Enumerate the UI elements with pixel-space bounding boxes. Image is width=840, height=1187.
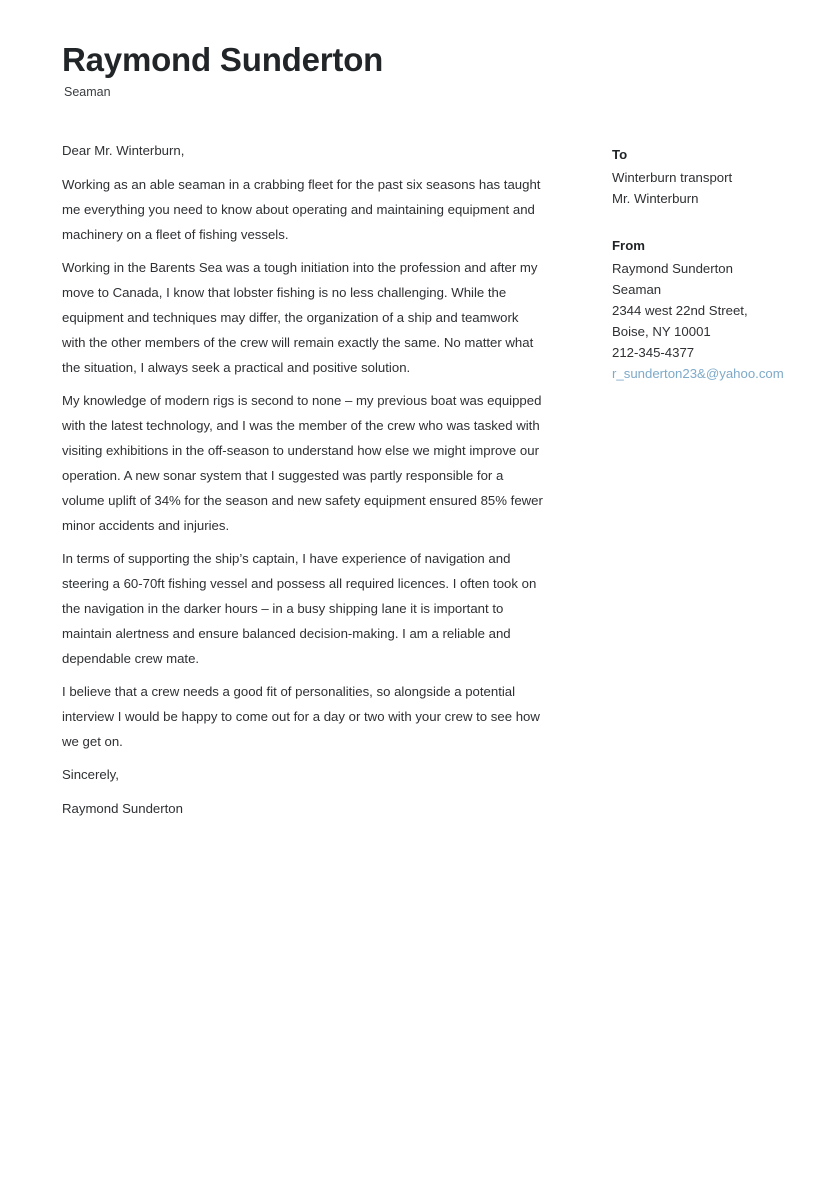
letter-closing: Sincerely,: [62, 767, 119, 782]
letter-paragraph: Working in the Barents Sea was a tough initiation into the profession and after my move to Canada, I know that lobster fishing is no less challenging. While the equipment and techniques may differ, the organization of a ship and teamwork with the other members of the crew will remain exactly the same. No matter what the situation, I always seek a practical and positive solution.: [62, 260, 538, 375]
letter-signature: Raymond Sunderton: [62, 801, 183, 816]
header-job-title: Seaman: [64, 84, 111, 99]
sender-block: [612, 235, 812, 384]
recipient-block: [612, 144, 812, 209]
recipient-heading: To: [612, 147, 628, 162]
letter-paragraph: My knowledge of modern rigs is second to none – my previous boat was equipped with the latest technology, and I was the member of the crew who was tasked with visiting exhibitions in the off-season to understand how else we might improve our operation. A new sonar system that I suggested was partly responsible for a volume uplift of 34% for the season and new safety equipment ensured 85% fewer minor accidents and injuries.: [62, 393, 543, 533]
letter-body-column: [62, 138, 544, 821]
letter-meta-column: [612, 144, 812, 384]
sender-address-city: Boise, NY 10001: [612, 324, 711, 339]
sender-email-link[interactable]: r_sunderton23&@yahoo.com: [612, 366, 784, 381]
recipient-name: Mr. Winterburn: [612, 191, 699, 206]
page-title: Raymond Sunderton: [62, 41, 384, 78]
sender-job-title: Seaman: [612, 282, 662, 297]
sender-name: Raymond Sunderton: [612, 261, 733, 276]
sender-heading: From: [612, 238, 645, 253]
recipient-company: Winterburn transport: [612, 170, 733, 185]
letter-paragraph: In terms of supporting the ship’s captain, I have experience of navigation and steering a 60-70ft fishing vessel and possess all required licences. I often took on the navigation in the darker hours – in a busy shipping lane it is important to maintain alertness and ensure balanced decision-making. I am a reliable and dependable crew mate.: [62, 551, 537, 666]
letter-salutation: Dear Mr. Winterburn,: [62, 143, 185, 158]
letter-header: [62, 42, 762, 100]
letter-paragraph: I believe that a crew needs a good fit of personalities, so alongside a potential interview I would be happy to come out for a day or two with your crew to see how we get on.: [62, 684, 540, 749]
letter-paragraph: Working as an able seaman in a crabbing fleet for the past six seasons has taught me everything you need to know about operating and maintaining equipment and machinery on a fleet of fishing vessels.: [62, 177, 541, 242]
sender-address-street: 2344 west 22nd Street,: [612, 303, 748, 318]
sender-phone: 212-345-4377: [612, 345, 695, 360]
